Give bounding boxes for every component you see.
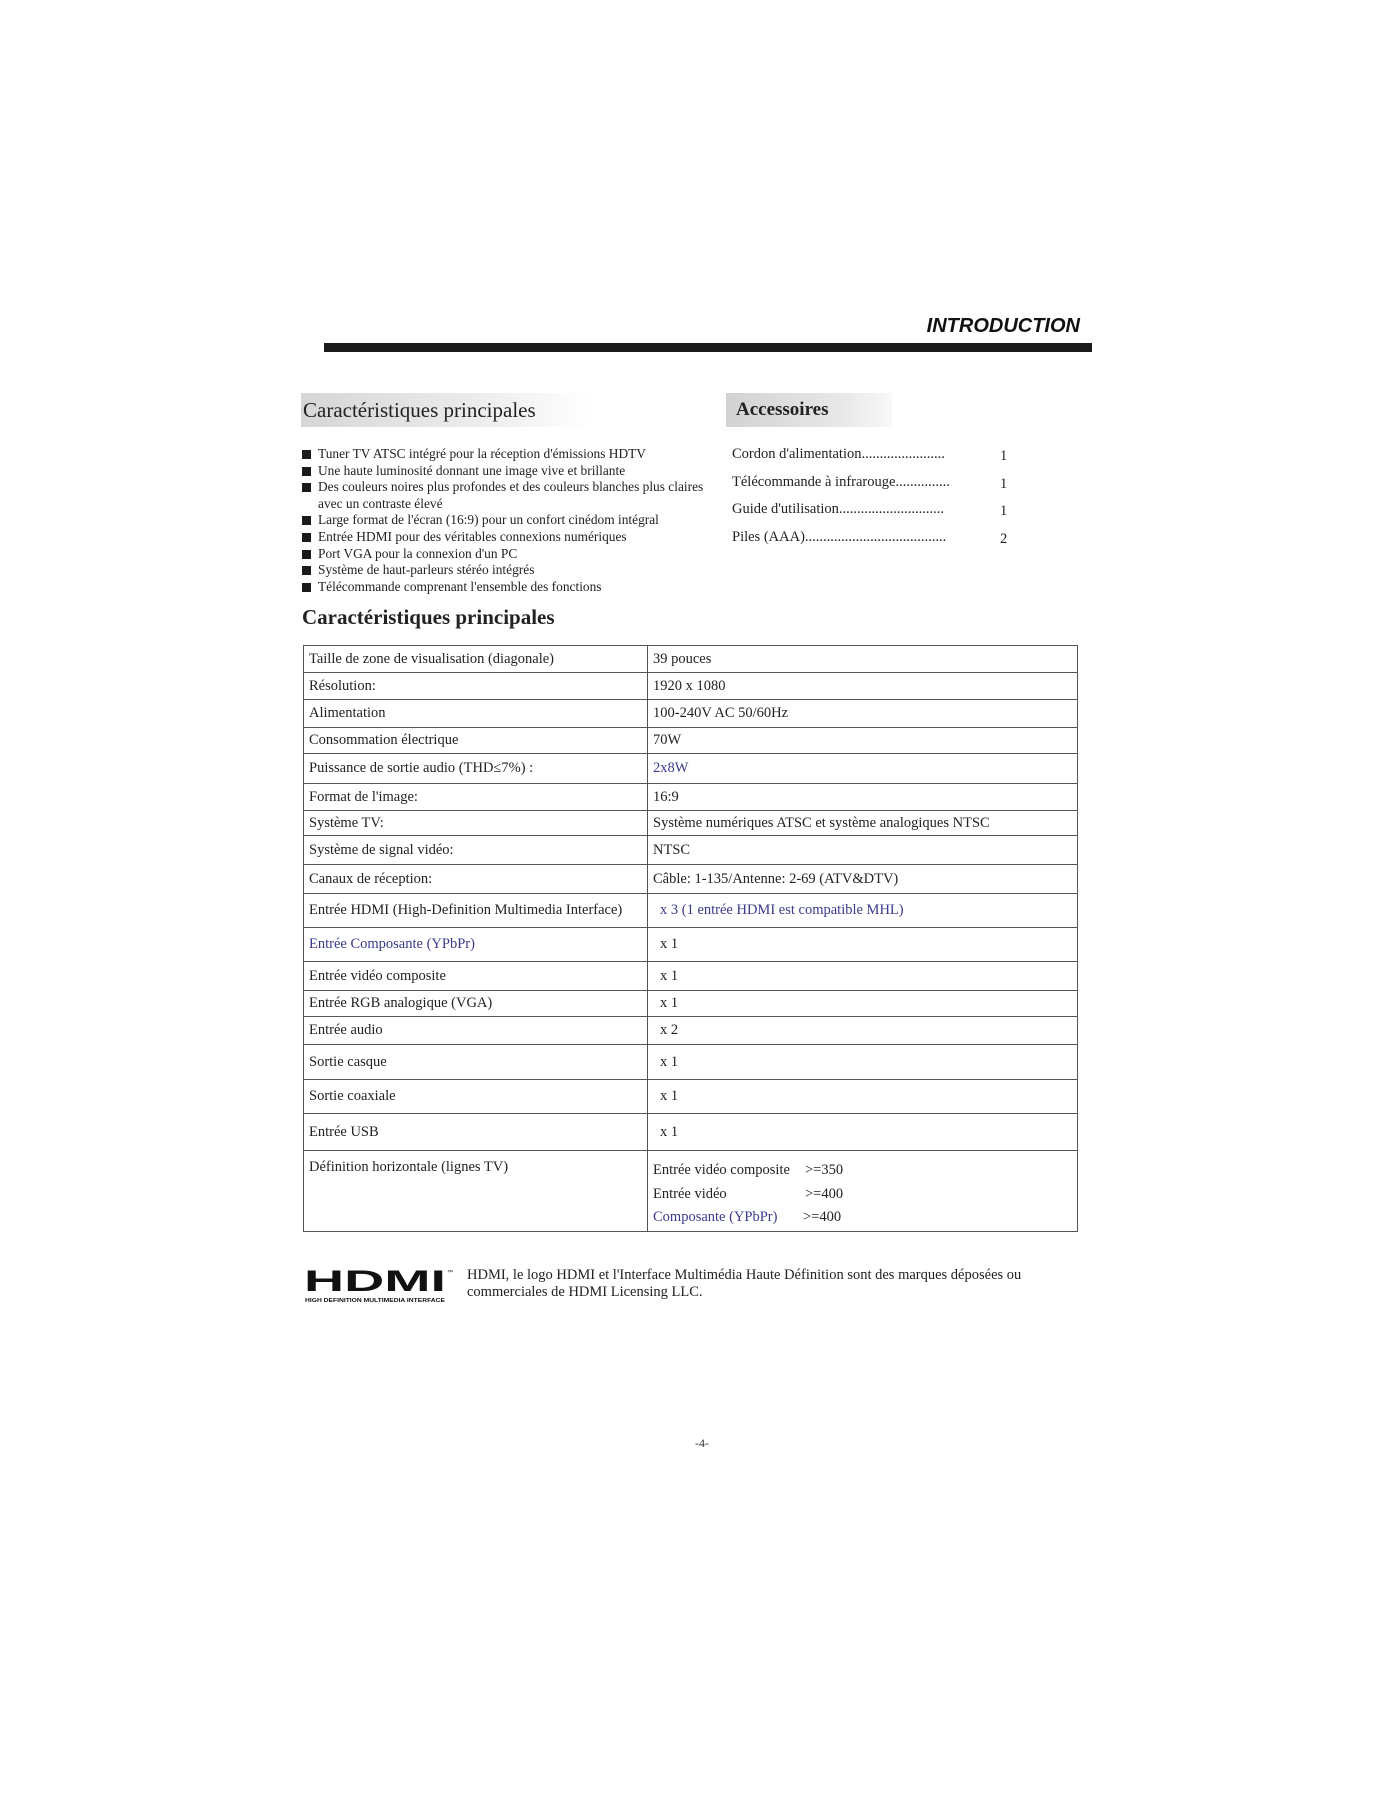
spec-value: x 1: [648, 991, 1078, 1017]
spec-value-group: [648, 1151, 1078, 1232]
accessory-qty: 1: [1000, 503, 1008, 519]
spec-label: Format de l'image:: [304, 784, 648, 811]
accessory-label: Cordon d'alimentation.......................: [732, 446, 945, 462]
table-row: [304, 811, 1078, 836]
square-bullet-icon: [302, 583, 311, 592]
spec-label: Système de signal vidéo:: [304, 836, 648, 865]
trademark-mark: ™: [447, 1270, 453, 1276]
table-row: [304, 728, 1078, 754]
square-bullet-icon: [302, 483, 311, 492]
page-number: -4-: [695, 1436, 709, 1450]
accessory-qty: 1: [1000, 448, 1008, 464]
spec-value: 16:9: [648, 784, 1078, 811]
spec-label: Entrée audio: [304, 1017, 648, 1045]
resolution-input: Composante (YPbPr): [653, 1209, 778, 1225]
spec-label: Canaux de réception:: [304, 865, 648, 894]
features-heading: Caractéristiques principales: [301, 393, 593, 427]
spec-label: Sortie coaxiale: [304, 1080, 648, 1114]
spec-value: x 1: [648, 1080, 1078, 1114]
resolution-line: [653, 1206, 1072, 1230]
hdmi-logo-text: HDMI: [304, 1265, 446, 1298]
feature-item: Entrée HDMI pour des véritables connexions numériques: [300, 529, 720, 546]
spec-label: Entrée RGB analogique (VGA): [304, 991, 648, 1017]
square-bullet-icon: [302, 516, 311, 525]
feature-item: Tuner TV ATSC intégré pour la réception d'émissions HDTV: [300, 446, 720, 463]
spec-value: 2x8W: [648, 754, 1078, 784]
hdmi-trademark-note: HDMI, le logo HDMI et l'Interface Multimédia Haute Définition sont des marques déposées ou commerciales de HDMI Licensing LLC.: [467, 1267, 1022, 1300]
table-row: [304, 836, 1078, 865]
spec-value: NTSC: [648, 836, 1078, 865]
table-row: [304, 991, 1078, 1017]
resolution-value: >=350: [805, 1162, 844, 1178]
spec-value: x 1: [648, 1114, 1078, 1151]
spec-label: Entrée Composante (YPbPr): [304, 928, 648, 962]
specs-heading: Caractéristiques principales: [302, 605, 555, 629]
header-rule: [324, 343, 1092, 352]
spec-value: x 1: [648, 1045, 1078, 1080]
accessory-qty: 2: [1000, 530, 1008, 547]
table-row: [304, 700, 1078, 728]
resolution-value: >=400: [803, 1209, 842, 1225]
feature-list: [300, 446, 720, 595]
square-bullet-icon: [302, 450, 311, 459]
resolution-input: Entrée vidéo: [653, 1185, 727, 1202]
table-row: [304, 928, 1078, 962]
spec-label: Entrée USB: [304, 1114, 648, 1151]
table-row: [304, 784, 1078, 811]
resolution-input: Entrée vidéo composite: [653, 1162, 790, 1178]
accessory-row: [732, 499, 1012, 527]
spec-value: 70W: [648, 728, 1078, 754]
table-row: [304, 1151, 1078, 1232]
table-row: [304, 865, 1078, 894]
accessory-row: [732, 444, 1012, 472]
table-row: [304, 1045, 1078, 1080]
square-bullet-icon: [302, 550, 311, 559]
accessory-qty: 1: [1000, 475, 1008, 492]
square-bullet-icon: [302, 533, 311, 542]
table-row: [304, 962, 1078, 991]
table-row: [304, 1017, 1078, 1045]
spec-label: Entrée HDMI (High-Definition Multimedia Interface): [304, 894, 648, 928]
spec-value: 39 pouces: [648, 646, 1078, 673]
spec-label: Taille de zone de visualisation (diagonale): [304, 646, 648, 673]
feature-item: Des couleurs noires plus profondes et des couleurs blanches plus claires avec un contraste élevé: [300, 479, 720, 512]
resolution-line: [653, 1183, 1072, 1207]
table-row: [304, 1114, 1078, 1151]
table-row: [304, 1080, 1078, 1114]
spec-value: x 1: [648, 962, 1078, 991]
resolution-line: [653, 1159, 1072, 1183]
resolution-value: >=400: [805, 1185, 844, 1202]
spec-label: Définition horizontale (lignes TV): [304, 1151, 648, 1232]
table-row: [304, 894, 1078, 928]
spec-label: Résolution:: [304, 673, 648, 700]
spec-label: Entrée vidéo composite: [304, 962, 648, 991]
spec-label: Alimentation: [304, 700, 648, 728]
spec-value: 1920 x 1080: [648, 673, 1078, 700]
accessories-heading: Accessoires: [726, 393, 892, 427]
hdmi-logo: [304, 1265, 454, 1305]
spec-value: 100-240V AC 50/60Hz: [648, 700, 1078, 728]
table-row: [304, 673, 1078, 700]
spec-label: Puissance de sortie audio (THD≤7%) :: [304, 754, 648, 784]
spec-value: x 2: [648, 1017, 1078, 1045]
accessory-label: Piles (AAA).......................................: [732, 528, 947, 545]
feature-item: Une haute luminosité donnant une image vive et brillante: [300, 463, 720, 480]
accessories-list: [732, 444, 1012, 554]
feature-item: Système de haut-parleurs stéréo intégrés: [300, 562, 720, 579]
spec-value: Câble: 1-135/Antenne: 2-69 (ATV&DTV): [648, 865, 1078, 894]
spec-label: Système TV:: [304, 811, 648, 836]
square-bullet-icon: [302, 467, 311, 476]
table-row: [304, 646, 1078, 673]
spec-value: x 1: [648, 928, 1078, 962]
section-title: INTRODUCTION: [926, 315, 1080, 337]
spec-value: Système numériques ATSC et système analogiques NTSC: [648, 811, 1078, 836]
accessory-label: Télécommande à infrarouge...............: [732, 473, 950, 490]
accessory-row: [732, 527, 1012, 555]
hdmi-logo-tagline: HIGH DEFINITION MULTIMEDIA INTERFACE: [305, 1298, 446, 1304]
feature-item: Large format de l'écran (16:9) pour un confort cinédom intégral: [300, 512, 720, 529]
accessory-row: [732, 472, 1012, 500]
feature-item: Télécommande comprenant l'ensemble des fonctions: [300, 579, 720, 596]
spec-label: Sortie casque: [304, 1045, 648, 1080]
square-bullet-icon: [302, 566, 311, 575]
spec-label: Consommation électrique: [304, 728, 648, 754]
table-row: [304, 754, 1078, 784]
accessory-label: Guide d'utilisation.............................: [732, 501, 945, 517]
spec-value: x 3 (1 entrée HDMI est compatible MHL): [648, 894, 1078, 928]
feature-item: Port VGA pour la connexion d'un PC: [300, 546, 720, 563]
spec-table: [303, 645, 1078, 1232]
